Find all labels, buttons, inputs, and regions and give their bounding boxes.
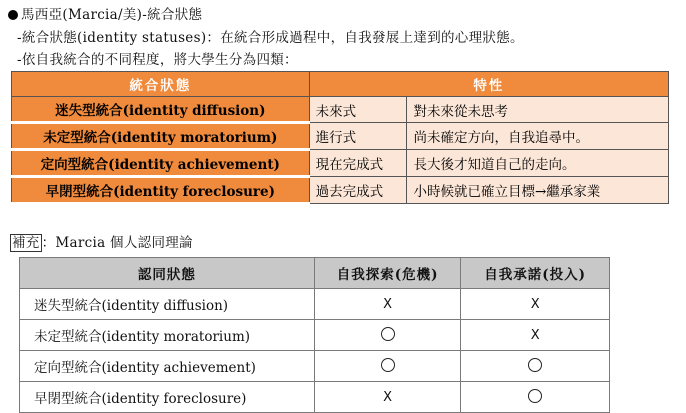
x-mark: X [383, 297, 393, 312]
status-name: 定向型統合(identity achievement) [12, 150, 310, 177]
status-tense: 現在完成式 [309, 150, 407, 177]
status-name: 迷失型統合(identity diffusion) [20, 289, 315, 320]
status-tense: 進行式 [309, 123, 407, 150]
identity-status-table [11, 71, 669, 205]
commitment-mark [461, 351, 610, 382]
table-row [12, 97, 669, 123]
bullet-icon [8, 10, 18, 20]
exploration-mark [314, 320, 461, 351]
status-desc: 對未來從未思考 [407, 97, 669, 123]
commitment-mark [461, 382, 610, 413]
section-title [8, 3, 202, 23]
status-name: 早閉型統合(identity foreclosure) [20, 382, 315, 413]
exploration-mark [314, 351, 461, 382]
table-row [12, 150, 669, 177]
supplement-text: ：Marcia 個人認同理論 [41, 235, 193, 251]
status-desc: 長大後才知道自己的走向。 [407, 150, 669, 177]
header-traits: 特性 [309, 72, 668, 97]
table-header-row [12, 72, 669, 97]
status-name: 未定型統合(identity moratorium) [20, 320, 315, 351]
header-identity-status: 認同狀態 [20, 258, 315, 289]
table-row [20, 320, 610, 351]
marcia-theory-table [19, 257, 610, 413]
x-mark: X [383, 390, 393, 405]
header-exploration: 自我探索(危機) [314, 258, 461, 289]
x-mark: X [530, 328, 540, 343]
status-name: 定向型統合(identity achievement) [20, 351, 315, 382]
circle-icon [381, 327, 395, 341]
header-commitment: 自我承諾(投入) [461, 258, 610, 289]
exploration-mark [314, 289, 461, 320]
supplement-line [10, 231, 193, 251]
table-row [20, 351, 610, 382]
commitment-mark [461, 289, 610, 320]
exploration-mark [314, 382, 461, 413]
circle-icon [528, 389, 542, 403]
status-name: 迷失型統合(identity diffusion) [12, 97, 310, 123]
table-row [20, 289, 610, 320]
header-status: 統合狀態 [12, 72, 310, 97]
status-desc: 小時候就已確立目標→繼承家業 [407, 177, 669, 204]
circle-icon [381, 358, 395, 372]
status-name: 未定型統合(identity moratorium) [12, 123, 310, 150]
status-tense: 過去完成式 [309, 177, 407, 204]
table-row [20, 382, 610, 413]
section-title-text: 馬西亞(Marcia/美)-統合狀態 [21, 7, 203, 23]
circle-icon [528, 358, 542, 372]
supplement-tag: 補充 [12, 235, 40, 251]
classification-line: -依自我統合的不同程度，將大學生分為四類： [17, 52, 298, 68]
status-name: 早閉型統合(identity foreclosure) [12, 177, 310, 204]
status-tense: 未來式 [309, 97, 407, 123]
commitment-mark [461, 320, 610, 351]
table-row [12, 123, 669, 150]
definition-line: -統合狀態(identity statuses)：在統合形成過程中，自我發展上達到的心理狀態。 [17, 30, 524, 46]
status-desc: 尚未確定方向，自我追尋中。 [407, 123, 669, 150]
table-header-row [20, 258, 610, 289]
table-row [12, 177, 669, 204]
x-mark: X [530, 297, 540, 312]
